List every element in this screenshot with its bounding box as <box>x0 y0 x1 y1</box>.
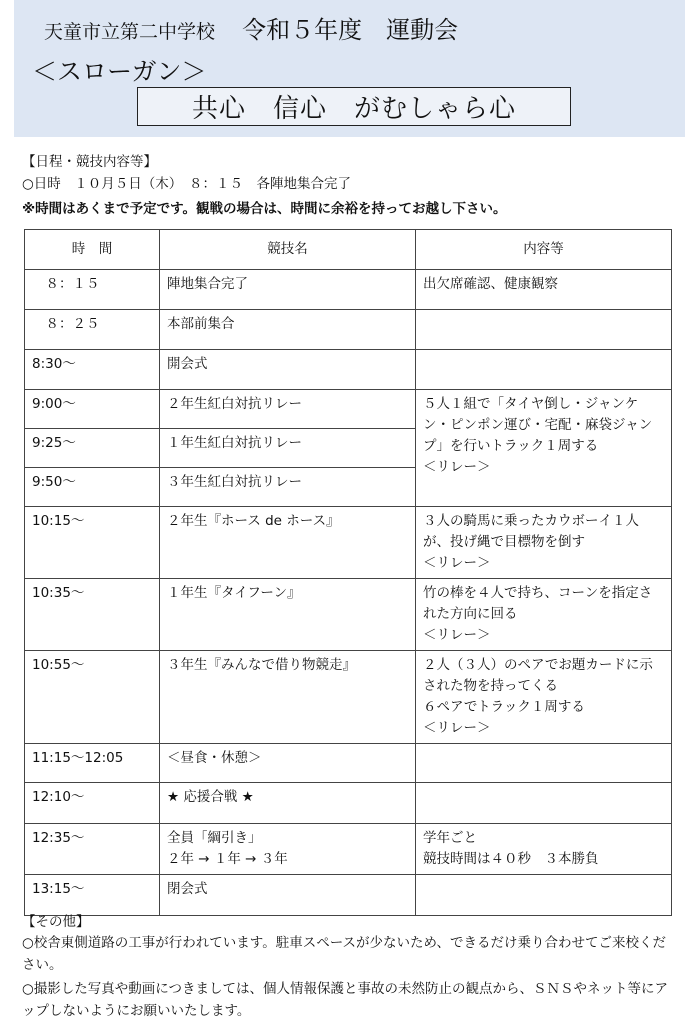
schedule-body <box>25 270 672 916</box>
cell-detail <box>416 744 672 783</box>
cell-detail: ５人１組で「タイヤ倒し・ジャンケン・ピンポン運び・宅配・麻袋ジャンプ」を行いトラック１周する ＜リレー＞ <box>416 390 672 507</box>
table-row <box>25 651 672 744</box>
cell-time: 10:35〜 <box>25 579 160 651</box>
other-heading: 【その他】 <box>22 914 90 930</box>
table-row <box>25 310 672 350</box>
cell-detail <box>416 875 672 916</box>
school-name: 天童市立第二中学校 <box>44 21 216 43</box>
header-banner <box>14 0 685 137</box>
column-header-time: 時 間 <box>25 230 160 270</box>
cell-detail: 出欠席確認、健康観察 <box>416 270 672 310</box>
cell-time: ８：１５ <box>25 270 160 310</box>
cell-event: ２年生紅白対抗リレー <box>160 390 416 429</box>
other-item: ○撮影した写真や動画につきましては、個人情報保護と事故の未然防止の観点から、ＳＮＳやネット等にアップしないようにお願いいたします。 <box>22 981 669 1019</box>
cell-time: 10:15〜 <box>25 507 160 579</box>
cell-event: ＜昼食・休憩＞ <box>160 744 416 783</box>
cell-event: １年生『タイフーン』 <box>160 579 416 651</box>
cell-time: 11:15〜12:05 <box>25 744 160 783</box>
table-row <box>25 783 672 824</box>
cell-time: 9:25〜 <box>25 429 160 468</box>
cell-event: １年生紅白対抗リレー <box>160 429 416 468</box>
cell-detail <box>416 350 672 390</box>
cell-event: ★ 応援合戦 ★ <box>160 783 416 824</box>
other-list <box>22 932 672 1024</box>
title-line <box>44 10 458 45</box>
cell-detail <box>416 310 672 350</box>
table-row <box>25 507 672 579</box>
event-title: 令和５年度 運動会 <box>242 16 459 44</box>
cell-event: 全員「綱引き」 ２年 → １年 → ３年 <box>160 824 416 875</box>
cell-time: 13:15〜 <box>25 875 160 916</box>
cell-event: ２年生『ホース de ホース』 <box>160 507 416 579</box>
cell-event: ３年生紅白対抗リレー <box>160 468 416 507</box>
table-row <box>25 824 672 875</box>
cell-event: 閉会式 <box>160 875 416 916</box>
cell-time: 9:00〜 <box>25 390 160 429</box>
table-row <box>25 744 672 783</box>
column-header-detail: 内容等 <box>416 230 672 270</box>
other-item: ○校舎東側道路の工事が行われています。駐車スペースが少ないため、できるだけ乗り合わせてご来校ください。 <box>22 935 666 973</box>
table-row <box>25 350 672 390</box>
cell-detail: ２人（３人）のペアでお題カードに示された物を持ってくる ６ペアでトラック１周する ＜リレー＞ <box>416 651 672 744</box>
cell-detail: 学年ごと 競技時間は４０秒 ３本勝負 <box>416 824 672 875</box>
cell-time: 9:50〜 <box>25 468 160 507</box>
table-row <box>25 579 672 651</box>
cell-event: 開会式 <box>160 350 416 390</box>
slogan-label: ＜スローガン＞ <box>32 57 207 86</box>
cell-event: ３年生『みんなで借り物競走』 <box>160 651 416 744</box>
notice: ※時間はあくまで予定です。観戦の場合は、時間に余裕を持ってお越し下さい。 <box>22 201 507 217</box>
table-header-row <box>25 230 672 270</box>
schedule-heading: 【日程・競技内容等】 <box>22 154 157 170</box>
cell-detail: 竹の棒を４人で持ち、コーンを指定された方向に回る ＜リレー＞ <box>416 579 672 651</box>
cell-time: 10:55〜 <box>25 651 160 744</box>
cell-time: 12:10〜 <box>25 783 160 824</box>
table-row <box>25 390 672 429</box>
cell-event: 本部前集合 <box>160 310 416 350</box>
cell-detail: ３人の騎馬に乗ったカウボーイ１人が、投げ縄で目標物を倒す ＜リレー＞ <box>416 507 672 579</box>
cell-time: ８：２５ <box>25 310 160 350</box>
cell-time: 12:35〜 <box>25 824 160 875</box>
column-header-event: 競技名 <box>160 230 416 270</box>
table-row <box>25 270 672 310</box>
cell-time: 8:30〜 <box>25 350 160 390</box>
date-line: ○日時 １０月５日（木） ８：１５ 各陣地集合完了 <box>22 176 352 192</box>
table-row <box>25 875 672 916</box>
schedule-table <box>24 229 672 916</box>
cell-detail <box>416 783 672 824</box>
cell-event: 陣地集合完了 <box>160 270 416 310</box>
slogan-box: 共心 信心 がむしゃら心 <box>137 87 571 126</box>
